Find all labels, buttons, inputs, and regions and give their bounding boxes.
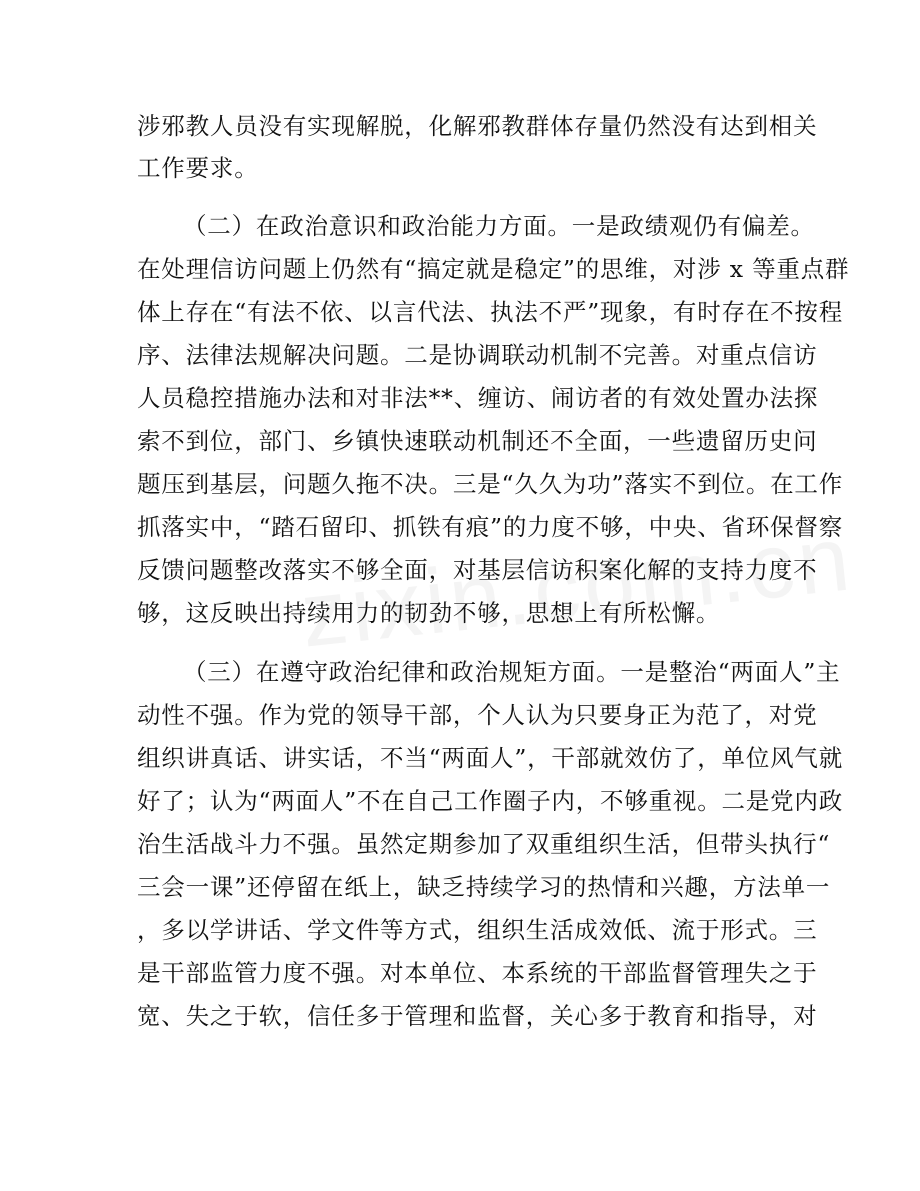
body-line: 体上存在“有法不依、以言代法、执法不严”现象，有时存在不按程 [137, 298, 844, 326]
body-line: 动性不强。作为党的领导干部，个人认为只要身正为范了，对党 [137, 701, 818, 729]
body-line: ，多以学讲话、学文件等方式，组织生活成效低、流于形式。三 [137, 916, 818, 944]
body-line: 涉邪教人员没有实现解脱，化解邪教群体存量仍然没有达到相关 [137, 112, 818, 140]
body-line: 反馈问题整改落实不够全面，对基层信访积案化解的支持力度不 [137, 556, 818, 584]
body-line: 是干部监管力度不强。对本单位、本系统的干部监督管理失之于 [137, 959, 818, 987]
body-line: 索不到位，部门、乡镇快速联动机制还不全面，一些遗留历史问 [137, 427, 818, 455]
body-line: 题压到基层，问题久拖不决。三是“久久为功”落实不到位。在工作 [137, 470, 844, 498]
body-line: 三会一课”还停留在纸上，缺乏持续学习的热情和兴趣，方法单一 [137, 873, 831, 901]
body-line: 人员稳控措施办法和对非法**、缠访、闹访者的有效处置办法探 [137, 384, 819, 412]
body-line: 好了；认为“两面人”不在自己工作圈子内，不够重视。二是党内政 [137, 787, 844, 815]
section-heading-line: （三）在遵守政治纪律和政治规矩方面。一是整治“两面人”主 [183, 658, 841, 686]
body-line: 工作要求。 [137, 154, 259, 182]
body-line: 够，这反映出持续用力的韧劲不够，思想上有所松懈。 [137, 599, 721, 627]
body-line: 治生活战斗力不强。虽然定期参加了双重组织生活，但带头执行“ [137, 830, 831, 858]
body-line: 宽、失之于软，信任多于管理和监督，关心多于教育和指导，对 [137, 1002, 818, 1030]
body-line: 序、法律法规解决问题。二是协调联动机制不完善。对重点信访 [137, 341, 818, 369]
body-line: 抓落实中，“踏石留印、抓铁有痕”的力度不够，中央、省环保督察 [137, 513, 844, 541]
body-line: 组织讲真话、讲实话，不当“两面人”，干部就效仿了，单位风气就 [137, 744, 844, 772]
body-line: 在处理信访问题上仍然有“搞定就是稳定”的思维，对涉 x 等重点群 [137, 255, 850, 283]
section-heading-line: （二）在政治意识和政治能力方面。一是政绩观仍有偏差。 [183, 212, 815, 240]
